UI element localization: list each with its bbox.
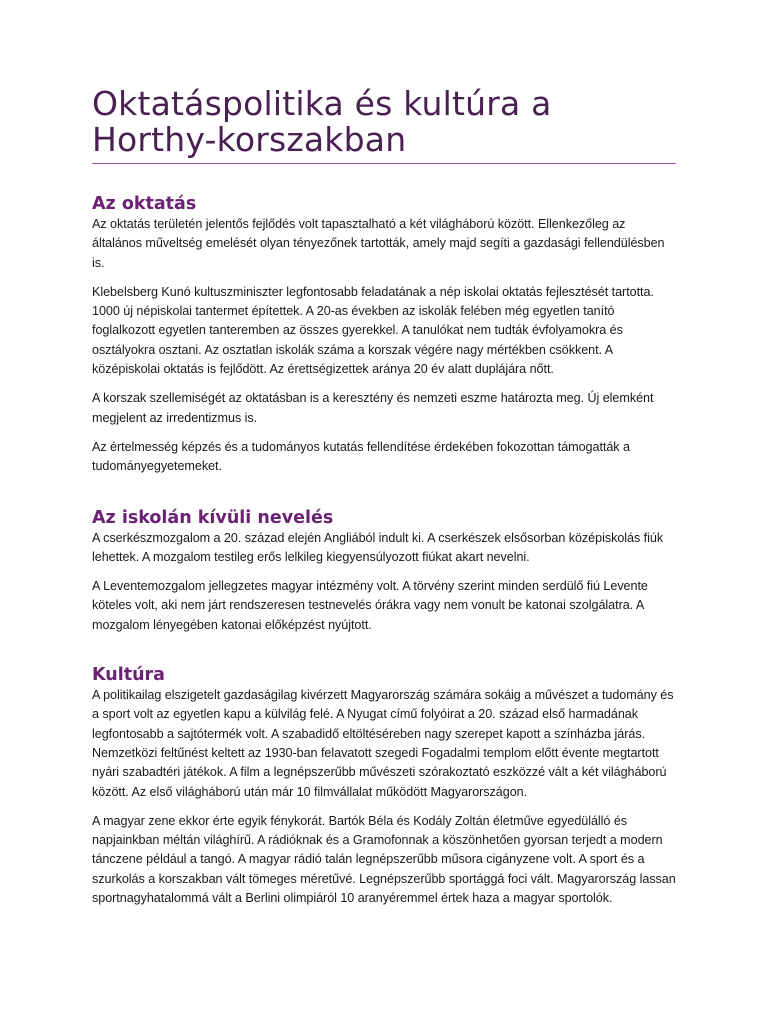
paragraph: A magyar zene ekkor érte egyik fénykorát. Bartók Béla és Kodály Zoltán életműve egyedülálló és napjainkban méltán világhírű. A rádióknak és a Gramofonnak a köszönhetően gyorsan terjedt a modern tánczene például a tangó. A magyar rádió talán legnépszerűbb műsora cigányzene volt. A sport és a szurkolás a korszakban vált tömeges méretűvé. Legnépszerűbb sportággá foci vált. Magyarország lassan sportnagyhatalommá vált a Berlini olimpiáról 10 aranyéremmel értek haza a magyar sportolók.	[92, 813, 676, 906]
paragraph: A korszak szellemiségét az oktatásban is a keresztény és nemzeti eszme határozta meg. Új elemként megjelent az irredentizmus is.	[92, 391, 654, 425]
paragraph: A Leventemozgalom jellegzetes magyar intézmény volt. A törvény szerint minden serdülő fiú Levente köteles volt, aki nem járt rendszeresen testnevelés órákra vagy nem vonult be katonai szolgálatra. A mozgalom lényegében katonai előképzést nyújtott.	[92, 579, 648, 632]
section-oktatas	[92, 194, 676, 477]
paragraph: Az oktatás területén jelentős fejlődés volt tapasztalható a két világháború között. Ellenkezőleg az általános műveltség emelését olyan tényezőnek tartották, amely majd segíti a gazdasági fellendülésben is.	[92, 217, 665, 270]
section-heading: Az iskolán kívüli nevelés	[92, 507, 334, 528]
section-iskolan-kivuli-neveles	[92, 508, 676, 635]
paragraph: A cserkészmozgalom a 20. század elején Angliából indult ki. A cserkészek elsősorban középiskolás fiúk lehettek. A mozgalom testileg erős lelkileg kiegyensúlyozott fiúkat akart nevelni.	[92, 530, 664, 564]
document-page	[92, 0, 676, 908]
paragraph: A politikailag elszigetelt gazdaságilag kivérzett Magyarország számára sokáig a művészet a tudomány és a sport volt az egyetlen kapu a külvilág felé. A Nyugat című folyóirat a 20. század első harmadának legfontosabb a sajtótermék volt. A szabadidő eltöltéséreben nagy szerepet kapott a színházba járás. Nemzetközi feltűnést keltett az 1930-ban felavatott szegedi Fogadalmi templom előtt évente megtartott nyári szabadtéri játékok. A film a legnépszerűbb művészeti szórakoztató eszközzé vált a két világháború között. Az első világháború után már 10 filmvállalat működött Magyarországon.	[92, 688, 674, 799]
section-kultura	[92, 665, 676, 908]
title-divider	[92, 163, 676, 164]
paragraph: Az értelmesség képzés és a tudományos kutatás fellendítése érdekében fokozottan támogatták a tudományegyetemeket.	[92, 439, 630, 474]
document-title: Oktatáspolitika és kultúra a Horthy-korszakban	[92, 84, 552, 159]
paragraph: Klebelsberg Kunó kultuszminiszter legfontosabb feladatának a nép iskolai oktatás fejlesztését tartotta. 1000 új népiskolai tantermet építettek. A 20-as években az iskolák felében még egyetlen tanító foglalkozott egyetlen tanteremben az összes gyerekkel. A tanulókat nem tudták évfolyamokra és osztályokra osztani. Az osztatlan iskolák száma a korszak végére nagy mértékben csökkent. A középiskolai oktatás is fejlődött. Az érettségizettek aránya 20 év alatt duplájára nőtt.	[92, 284, 654, 377]
section-heading: Kultúra	[92, 665, 165, 686]
section-heading: Az oktatás	[92, 194, 197, 214]
